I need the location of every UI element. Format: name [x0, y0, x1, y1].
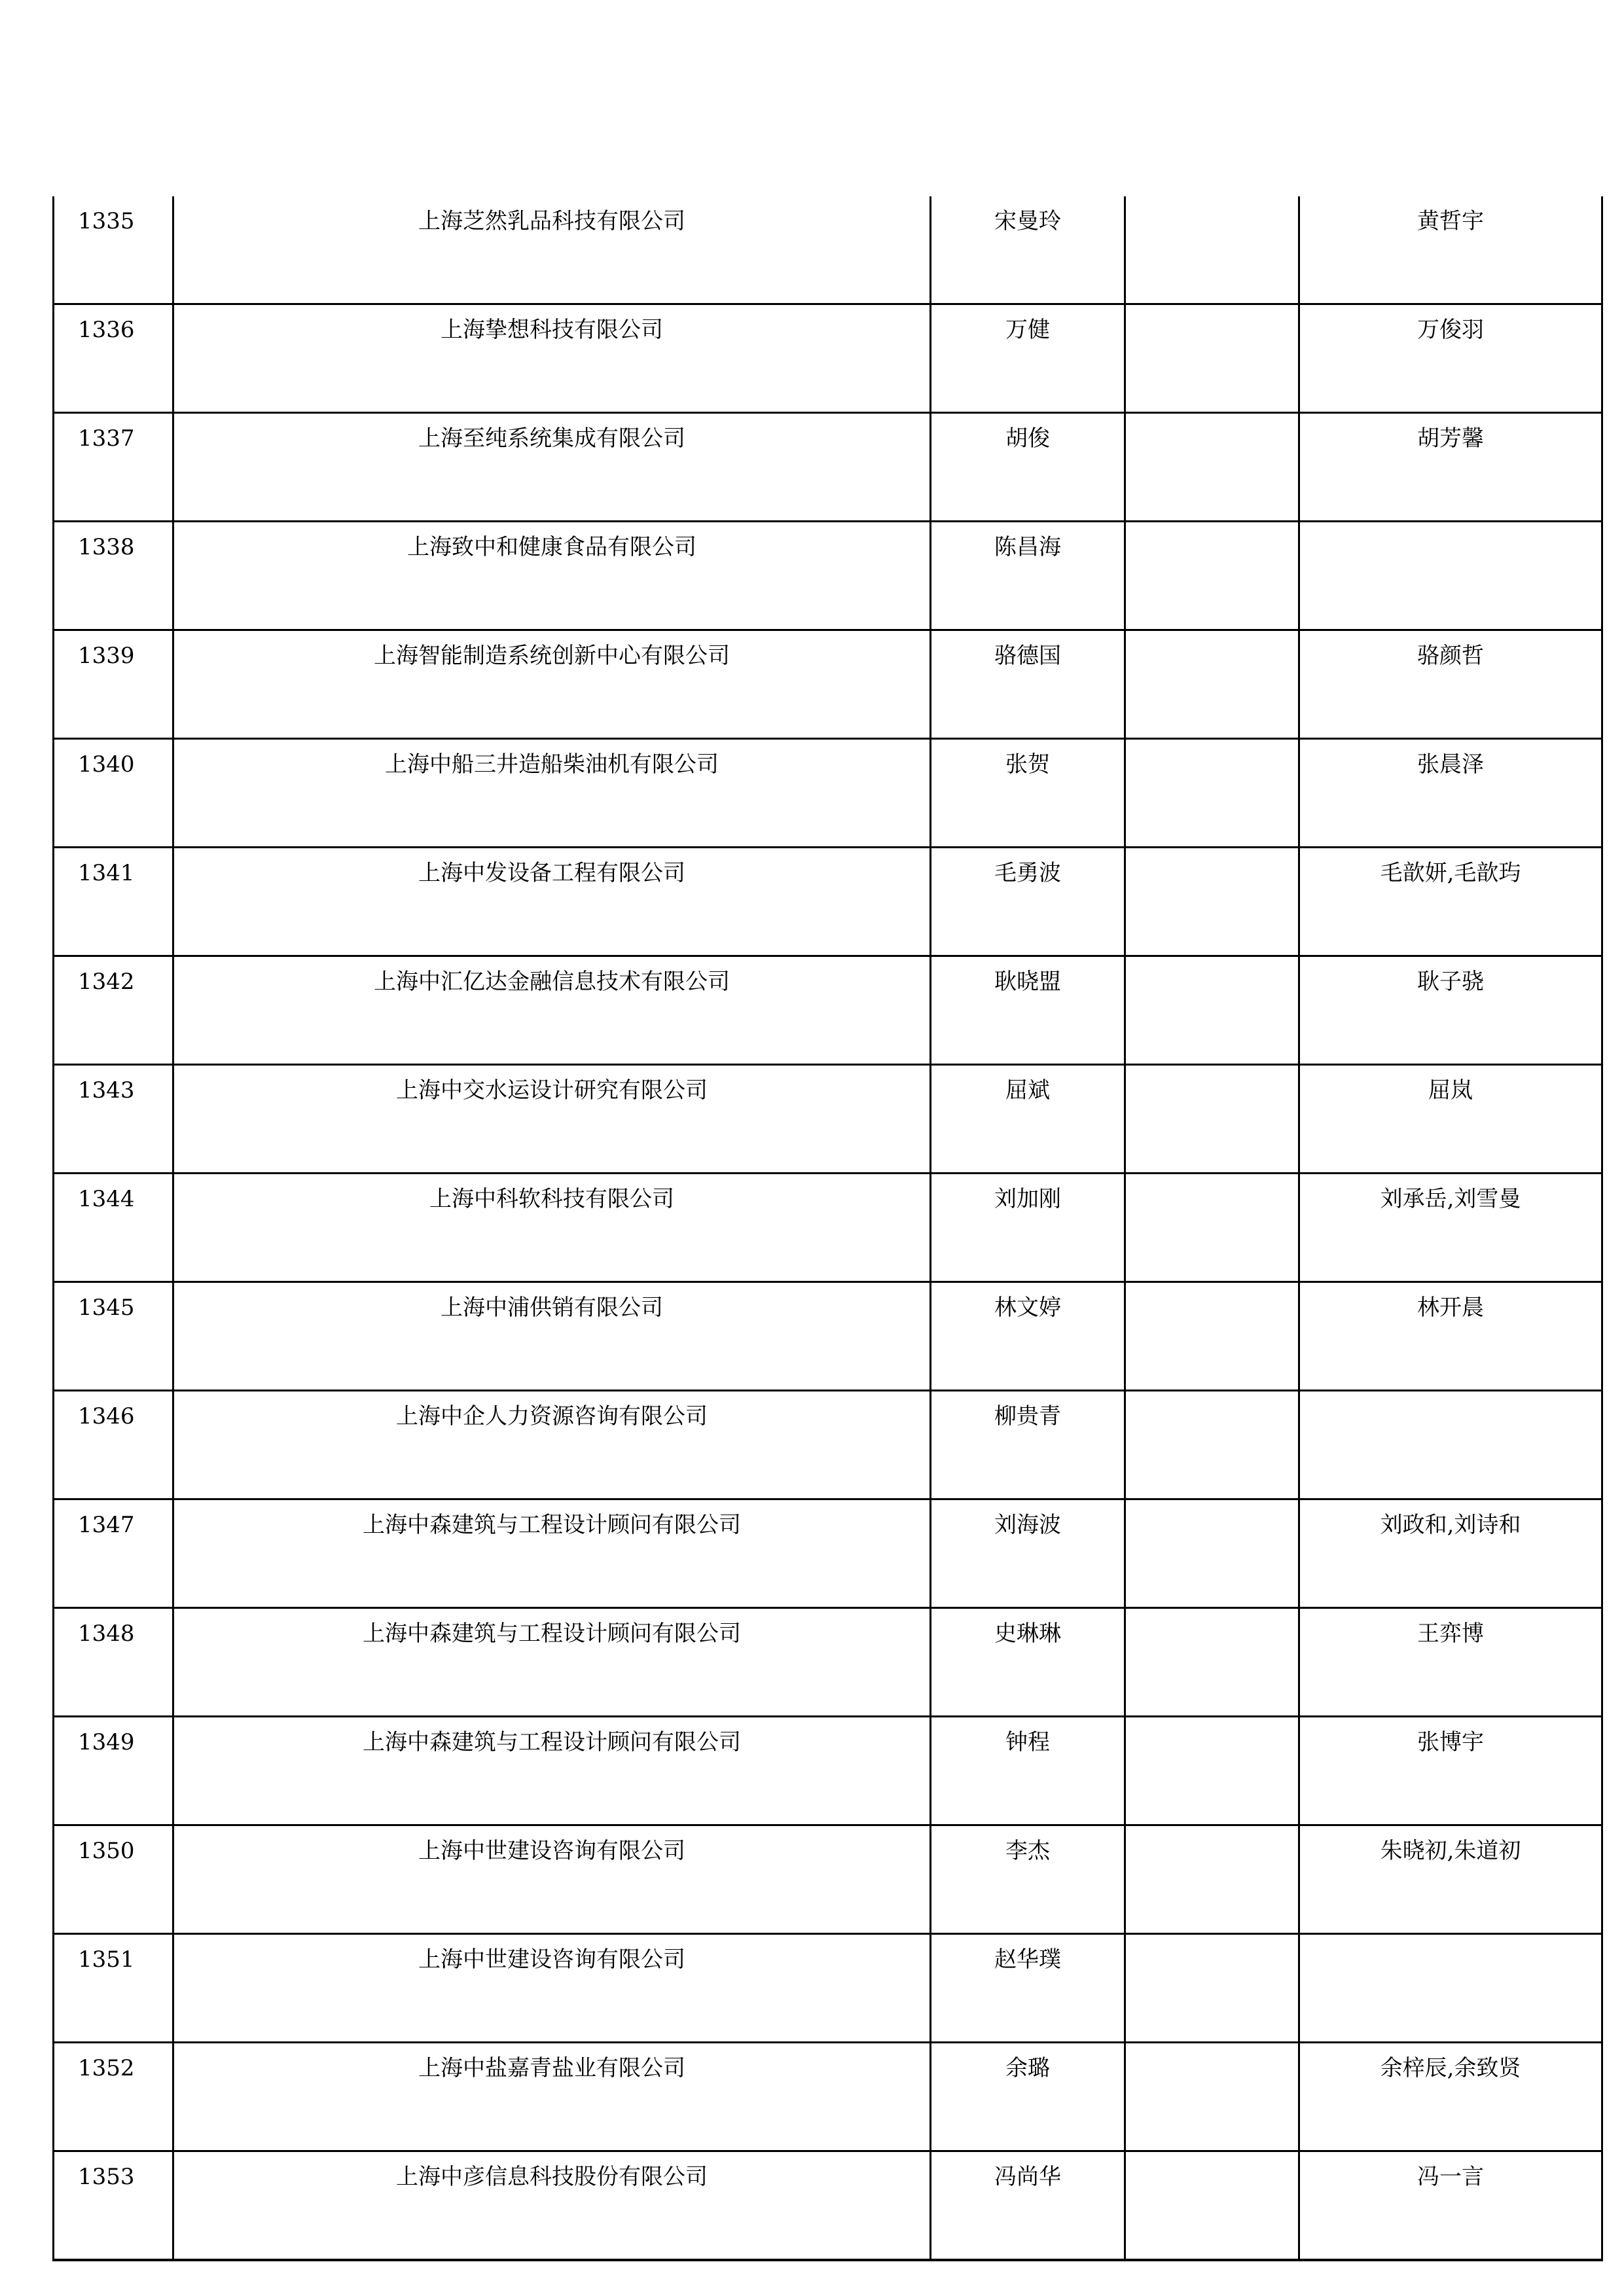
blank-cell: [1125, 1282, 1299, 1391]
company-name: 上海致中和健康食品有限公司: [173, 522, 931, 630]
row-number: 1338: [54, 522, 173, 630]
company-name: 上海中浦供销有限公司: [173, 1282, 931, 1391]
family-members: 刘承岳,刘雪曼: [1299, 1174, 1602, 1282]
table-row: [54, 1608, 1602, 1717]
row-number: 1346: [54, 1391, 173, 1499]
company-name: 上海中企人力资源咨询有限公司: [173, 1391, 931, 1499]
row-number: 1351: [54, 1934, 173, 2043]
family-members: [1299, 1934, 1602, 2043]
company-name: 上海中船三井造船柴油机有限公司: [173, 739, 931, 848]
blank-cell: [1125, 196, 1299, 304]
company-name: 上海中发设备工程有限公司: [173, 848, 931, 956]
table-row: [54, 1499, 1602, 1608]
family-members: 张博宇: [1299, 1717, 1602, 1825]
family-members: 林开晨: [1299, 1282, 1602, 1391]
table-row: [54, 2151, 1602, 2261]
table-row: [54, 1174, 1602, 1282]
row-number: 1337: [54, 413, 173, 522]
person-name: 万健: [931, 304, 1125, 413]
family-members: [1299, 522, 1602, 630]
row-number: 1343: [54, 1065, 173, 1174]
person-name: 胡俊: [931, 413, 1125, 522]
company-name: 上海芝然乳品科技有限公司: [173, 196, 931, 304]
roster-table-body: [54, 196, 1602, 2260]
table-row: [54, 413, 1602, 522]
family-members: 余梓辰,余致贤: [1299, 2043, 1602, 2151]
row-number: 1347: [54, 1499, 173, 1608]
family-members: [1299, 1391, 1602, 1499]
table-row: [54, 2043, 1602, 2151]
blank-cell: [1125, 848, 1299, 956]
company-name: 上海中彦信息科技股份有限公司: [173, 2151, 931, 2261]
blank-cell: [1125, 304, 1299, 413]
row-number: 1336: [54, 304, 173, 413]
table-row: [54, 1934, 1602, 2043]
company-name: 上海挚想科技有限公司: [173, 304, 931, 413]
table-row: [54, 1282, 1602, 1391]
person-name: 陈昌海: [931, 522, 1125, 630]
table-row: [54, 1391, 1602, 1499]
company-name: 上海中汇亿达金融信息技术有限公司: [173, 956, 931, 1065]
company-name: 上海中世建设咨询有限公司: [173, 1934, 931, 2043]
person-name: 刘加刚: [931, 1174, 1125, 1282]
person-name: 赵华璞: [931, 1934, 1125, 2043]
person-name: 钟程: [931, 1717, 1125, 1825]
table-row: [54, 848, 1602, 956]
blank-cell: [1125, 1391, 1299, 1499]
family-members: 屈岚: [1299, 1065, 1602, 1174]
blank-cell: [1125, 1717, 1299, 1825]
company-name: 上海中交水运设计研究有限公司: [173, 1065, 931, 1174]
table-row: [54, 522, 1602, 630]
company-name: 上海智能制造系统创新中心有限公司: [173, 630, 931, 739]
family-members: 万俊羽: [1299, 304, 1602, 413]
family-members: 黄哲宇: [1299, 196, 1602, 304]
blank-cell: [1125, 1825, 1299, 1934]
person-name: 柳贵青: [931, 1391, 1125, 1499]
company-name: 上海中森建筑与工程设计顾问有限公司: [173, 1717, 931, 1825]
table-row: [54, 1825, 1602, 1934]
table-row: [54, 1717, 1602, 1825]
family-members: 刘政和,刘诗和: [1299, 1499, 1602, 1608]
blank-cell: [1125, 413, 1299, 522]
blank-cell: [1125, 522, 1299, 630]
person-name: 毛勇波: [931, 848, 1125, 956]
blank-cell: [1125, 1065, 1299, 1174]
person-name: 屈斌: [931, 1065, 1125, 1174]
company-name: 上海中森建筑与工程设计顾问有限公司: [173, 1608, 931, 1717]
family-members: 胡芳馨: [1299, 413, 1602, 522]
row-number: 1342: [54, 956, 173, 1065]
person-name: 张贺: [931, 739, 1125, 848]
person-name: 余璐: [931, 2043, 1125, 2151]
company-name: 上海中森建筑与工程设计顾问有限公司: [173, 1499, 931, 1608]
row-number: 1345: [54, 1282, 173, 1391]
table-row: [54, 304, 1602, 413]
blank-cell: [1125, 1174, 1299, 1282]
row-number: 1348: [54, 1608, 173, 1717]
roster-table: [52, 196, 1603, 2261]
row-number: 1341: [54, 848, 173, 956]
row-number: 1335: [54, 196, 173, 304]
row-number: 1353: [54, 2151, 173, 2261]
blank-cell: [1125, 630, 1299, 739]
person-name: 耿晓盟: [931, 956, 1125, 1065]
person-name: 史琳琳: [931, 1608, 1125, 1717]
blank-cell: [1125, 1499, 1299, 1608]
blank-cell: [1125, 1608, 1299, 1717]
table-row: [54, 956, 1602, 1065]
person-name: 林文婷: [931, 1282, 1125, 1391]
table-row: [54, 739, 1602, 848]
company-name: 上海中世建设咨询有限公司: [173, 1825, 931, 1934]
person-name: 刘海波: [931, 1499, 1125, 1608]
person-name: 冯尚华: [931, 2151, 1125, 2261]
company-name: 上海中科软科技有限公司: [173, 1174, 931, 1282]
blank-cell: [1125, 2043, 1299, 2151]
blank-cell: [1125, 2151, 1299, 2261]
table-row: [54, 1065, 1602, 1174]
company-name: 上海至纯系统集成有限公司: [173, 413, 931, 522]
family-members: 王弈博: [1299, 1608, 1602, 1717]
family-members: 毛歆妍,毛歆玙: [1299, 848, 1602, 956]
blank-cell: [1125, 1934, 1299, 2043]
family-members: 张晨泽: [1299, 739, 1602, 848]
table-row: [54, 196, 1602, 304]
row-number: 1349: [54, 1717, 173, 1825]
family-members: 冯一言: [1299, 2151, 1602, 2261]
table-row: [54, 630, 1602, 739]
row-number: 1339: [54, 630, 173, 739]
person-name: 骆德国: [931, 630, 1125, 739]
family-members: 朱晓初,朱道初: [1299, 1825, 1602, 1934]
blank-cell: [1125, 956, 1299, 1065]
row-number: 1350: [54, 1825, 173, 1934]
row-number: 1344: [54, 1174, 173, 1282]
family-members: 骆颜哲: [1299, 630, 1602, 739]
person-name: 宋曼玲: [931, 196, 1125, 304]
row-number: 1352: [54, 2043, 173, 2151]
family-members: 耿子骁: [1299, 956, 1602, 1065]
person-name: 李杰: [931, 1825, 1125, 1934]
blank-cell: [1125, 739, 1299, 848]
company-name: 上海中盐嘉青盐业有限公司: [173, 2043, 931, 2151]
row-number: 1340: [54, 739, 173, 848]
